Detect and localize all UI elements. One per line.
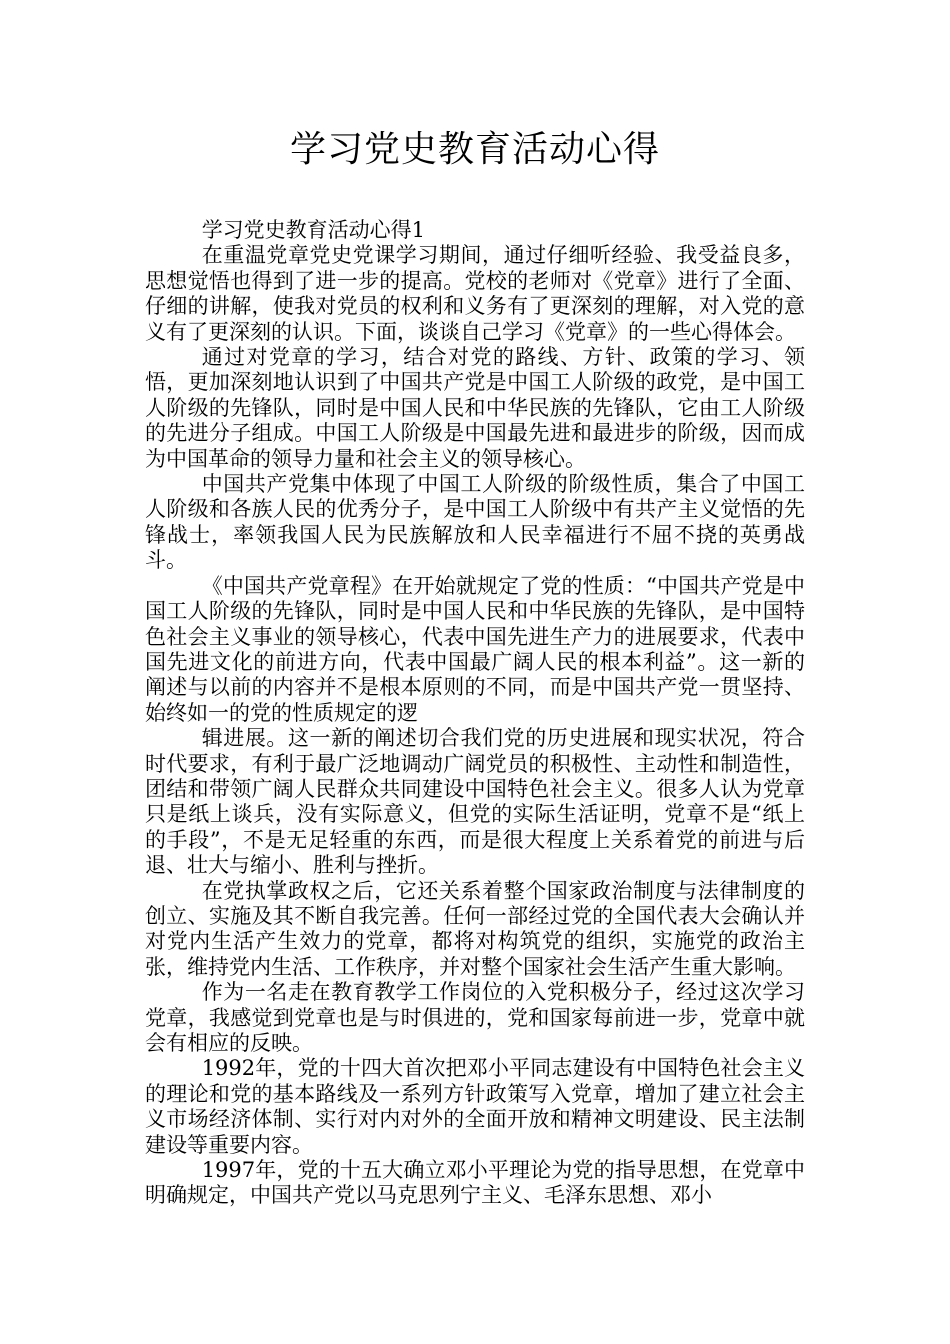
document-title: 学习党史教育活动心得: [289, 129, 660, 170]
paragraph: 1997年，党的十五大确立邓小平理论为党的指导思想，在党章中明确规定，中国共产党以马克思列宁主义、毛泽东思想、邓小: [145, 1158, 805, 1208]
paragraph: 中国共产党集中体现了中国工人阶级的阶级性质，集合了中国工人阶级和各族人民的优秀分子，是中国工人阶级中有共产主义觉悟的先锋战士，率领我国人民为民族解放和人民幸福进行不屈不挠的英勇战斗。: [145, 472, 805, 573]
document-body: [145, 218, 805, 1209]
paragraph: 作为一名走在教育教学工作岗位的入党积极分子，经过这次学习党章，我感觉到党章也是与时俱进的，党和国家每前进一步，党章中就会有相应的反映。: [145, 980, 805, 1055]
paragraph: 1992年，党的十四大首次把邓小平同志建设有中国特色社会主义的理论和党的基本路线及一系列方针政策写入党章，增加了建立社会主义市场经济体制、实行对内对外的全面开放和精神文明建设、民主法制建设等重要内容。: [145, 1056, 805, 1157]
paragraph: 通过对党章的学习，结合对党的路线、方针、政策的学习、领悟，更加深刻地认识到了中国共产党是中国工人阶级的政党，是中国工人阶级的先锋队，同时是中国人民和中华民族的先锋队，它由工人阶级的先进分子组成。中国工人阶级是中国最先进和最进步的阶级，因而成为中国革命的领导力量和社会主义的领导核心。: [145, 345, 805, 471]
document-page: [145, 128, 805, 1209]
paragraph: 在党执掌政权之后，它还关系着整个国家政治制度与法律制度的创立、实施及其不断自我完善。任何一部经过党的全国代表大会确认并对党内生活产生效力的党章，都将对构筑党的组织，实施党的政治主张，维持党内生活、工作秩序，并对整个国家社会生活产生重大影响。: [145, 878, 805, 979]
paragraph: 辑进展。这一新的阐述切合我们党的历史进展和现实状况，符合时代要求，有利于最广泛地调动广阔党员的积极性、主动性和制造性，团结和带领广阔人民群众共同建设中国特色社会主义。很多人认为党章只是纸上谈兵，没有实际意义，但党的实际生活证明，党章不是“纸上的手段”，不是无足轻重的东西，而是很大程度上关系着党的前进与后退、壮大与缩小、胜利与挫折。: [145, 726, 805, 878]
paragraph: 《中国共产党章程》在开始就规定了党的性质：“中国共产党是中国工人阶级的先锋队，同时是中国人民和中华民族的先锋队，是中国特色社会主义事业的领导核心，代表中国先进生产力的进展要求，代表中国先进文化的前进方向，代表中国最广阔人民的根本利益”。这一新的阐述与以前的内容并不是根本原则的不同，而是中国共产党一贯坚持、始终如一的党的性质规定的逻: [145, 573, 805, 725]
paragraph-subtitle: 学习党史教育活动心得1: [201, 218, 426, 242]
paragraph: 在重温党章党史党课学习期间，通过仔细听经验、我受益良多，思想觉悟也得到了进一步的提高。党校的老师对《党章》进行了全面、仔细的讲解，使我对党员的权利和义务有了更深刻的理解，对入党的意义有了更深刻的认识。下面，谈谈自己学习《党章》的一些心得体会。: [145, 243, 805, 344]
